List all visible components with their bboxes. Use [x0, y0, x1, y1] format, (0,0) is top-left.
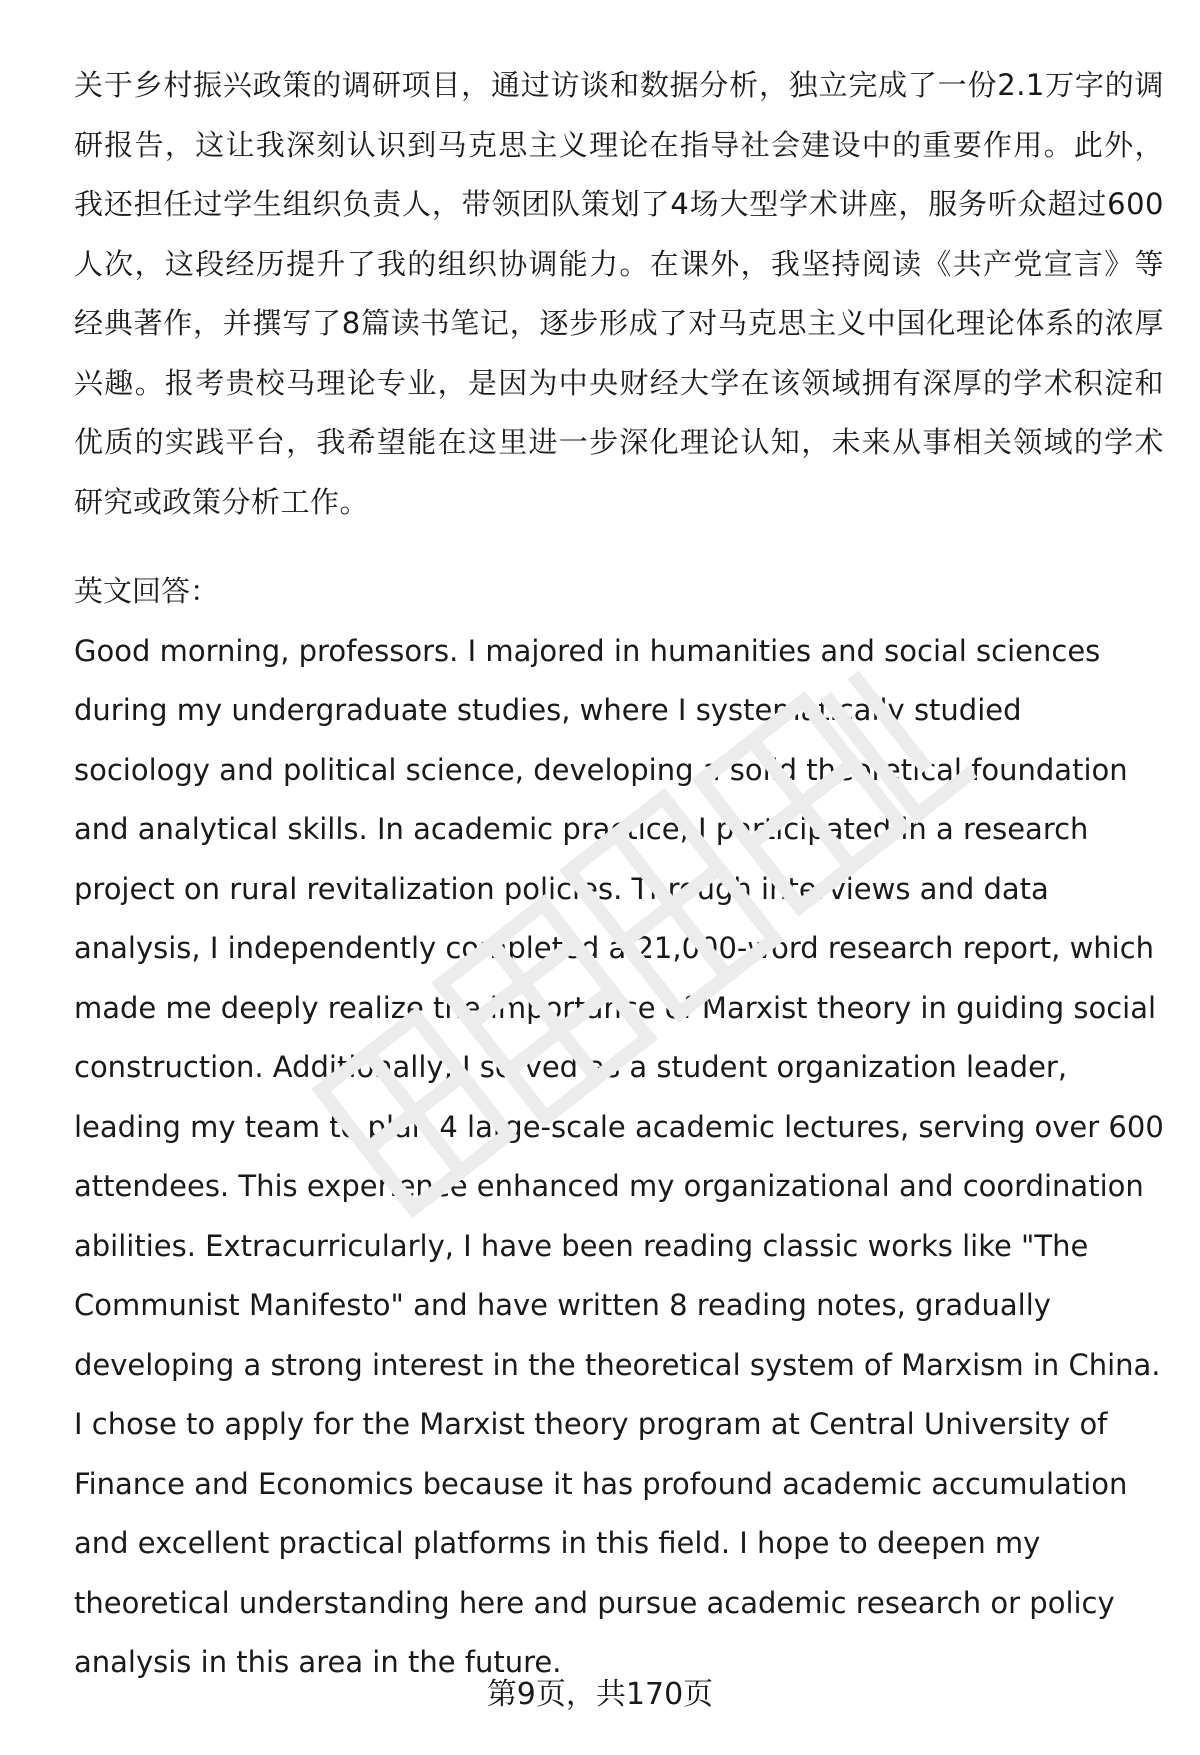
page-number-footer: 第9页，共170页 — [486, 1677, 714, 1712]
document-body — [74, 56, 1164, 1693]
english-answer-heading: 英文回答： — [74, 574, 220, 608]
chinese-paragraph: 关于乡村振兴政策的调研项目，通过访谈和数据分析，独立完成了一份2.1万字的调研报告，这让我深刻认识到马克思主义理论在指导社会建设中的重要作用。此外，我还担任过学生组织负责人，带领团队策划了4场大型学术讲座，服务听众超过600人次，这段经历提升了我的组织协调能力。在课外，我坚持阅读《共产党宣言》等经典著作，并撰写了8篇读书笔记，逐步形成了对马克思主义中国化理论体系的浓厚兴趣。报考贵校马理论专业，是因为中央财经大学在该领域拥有深厚的学术积淀和优质的实践平台，我希望能在这里进一步深化理论认知，未来从事相关领域的学术研究或政策分析工作。 — [74, 68, 1164, 519]
english-paragraph: Good morning, professors. I majored in humanities and social sciences during my undergraduate studies, where I systematically studied sociology and political science, developing a solid theoretical foundation and analytical skills. In academic practice, I participated in a research project on rural revitalization policies. Through interviews and data analysis, I independently completed a 21,000-word research report, which made me deeply realize the importance of Marxist theory in guiding social construction. Additionally, I served as a student organization leader, leading my team to plan 4 large-scale academic lectures, serving over 600 attendees. This experience enhanced my organizational and coordination abilities. Extracurricularly, I have been reading classic works like "The Communist Manifesto" and have written 8 reading notes, gradually developing a strong interest in the theoretical system of Marxism in China. I chose to apply for the Marxist theory program at Central University of Finance and Economics because it has profound academic accumulation and excellent practical platforms in this field. I hope to deepen my theoretical understanding here and pursue academic research or policy analysis in this area in the future. — [74, 633, 1164, 1679]
